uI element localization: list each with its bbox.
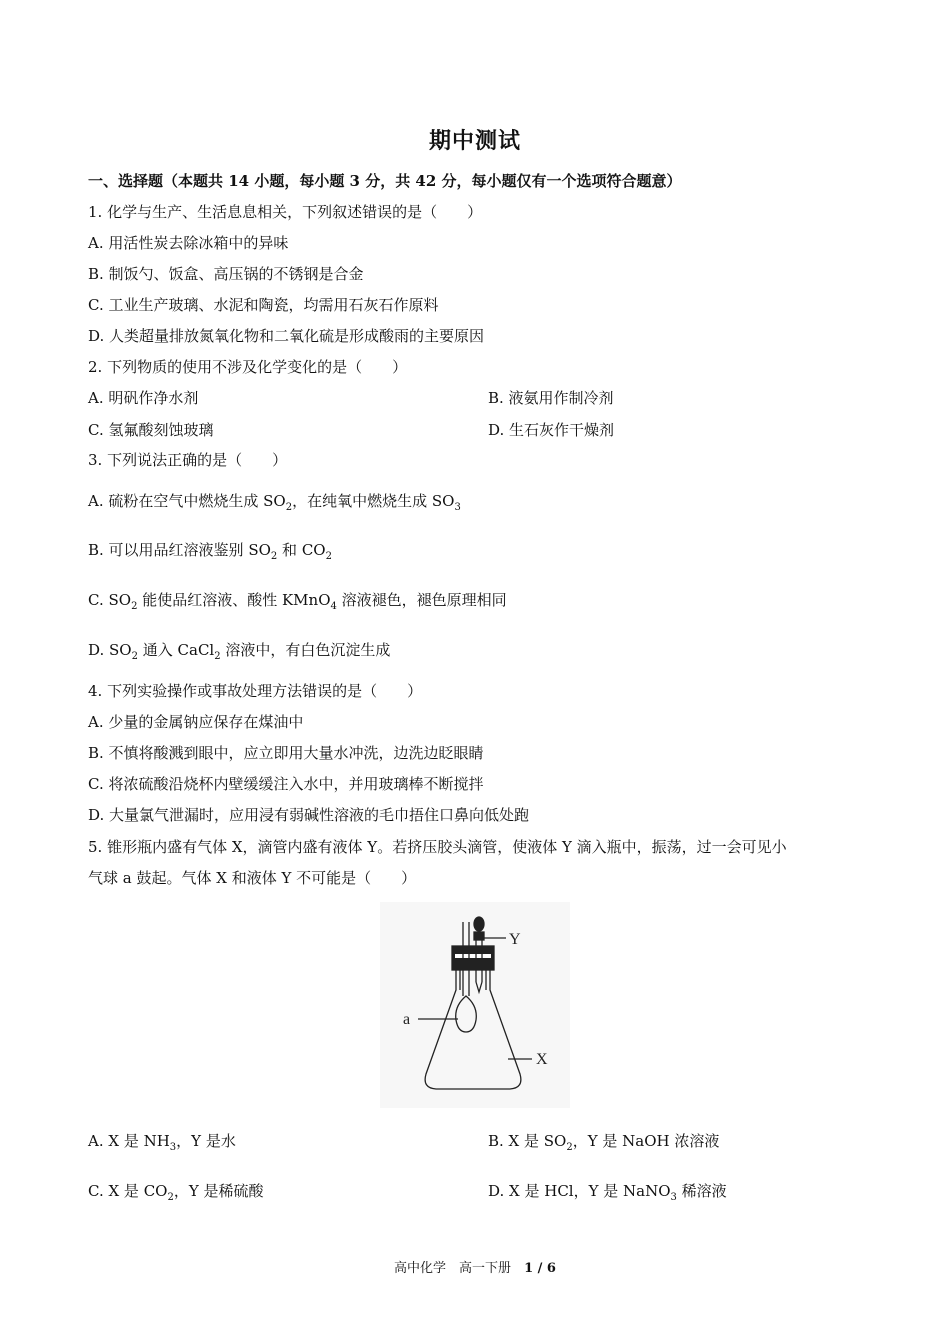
question-3-option-c: C. $SO_2$ 能使品红溶液、酸性 KMnO$_4$ 溶液褪色，褪色原理相同 — [88, 591, 507, 612]
page-footer — [0, 1257, 950, 1276]
question-2-option-a: A. 明矾作净水剂 — [88, 389, 199, 407]
question-4-option-a: A. 少量的金属钠应保存在煤油中 — [88, 713, 304, 731]
question-3-option-b: B. 可以用品红溶液鉴别 $SO_2$ 和 $CO_2$ — [88, 541, 332, 562]
question-1-option-b: B. 制饭勺、饭盒、高压锅的不锈钢是合金 — [88, 265, 364, 283]
question-3-stem: 3. 下列说法正确的是（ ） — [88, 451, 288, 469]
question-2-option-d: D. 生石灰作干燥剂 — [488, 421, 615, 439]
question-5-option-b: B. X 是 $SO_2$，Y 是 NaOH 浓溶液 — [488, 1132, 720, 1153]
question-4-option-d: D. 大量氯气泄漏时，应用浸有弱碱性溶液的毛巾捂住口鼻向低处跑 — [88, 806, 530, 824]
question-5-option-c: C. X 是 $CO_2$，Y 是稀硫酸 — [88, 1182, 264, 1203]
conical-flask-diagram — [380, 902, 570, 1108]
question-5-option-a: A. X 是 $NH_3$，Y 是水 — [88, 1132, 236, 1153]
question-1-option-a: A. 用活性炭去除冰箱中的异味 — [88, 234, 289, 252]
page-number: 1 / 6 — [524, 1261, 556, 1276]
question-5-stem-line-2: 气球 a 鼓起。气体 X 和液体 Y 不可能是（ ） — [88, 869, 417, 887]
dropper-bulb — [474, 917, 484, 931]
question-3-option-d: D. $SO_2$ 通入 CaCl$_2$ 溶液中，有白色沉淀生成 — [88, 641, 391, 662]
question-1-stem: 1. 化学与生产、生活息息相关，下列叙述错误的是（ ） — [88, 203, 483, 221]
question-2-option-b: B. 液氨用作制冷剂 — [488, 389, 614, 407]
footer-text: 高中化学 高一下册 — [394, 1261, 525, 1276]
section-heading: 一、选择题（本题共 14 小题，每小题 3 分，共 42 分，每小题仅有一个选项符合题意） — [88, 172, 682, 190]
figure-label-y: Y — [509, 931, 521, 948]
question-1-option-d: D. 人类超量排放氮氧化物和二氧化硫是形成酸雨的主要原因 — [88, 327, 485, 345]
page-title: 期中测试 — [428, 128, 521, 154]
question-5-option-d: D. X 是 HCl，Y 是 NaNO$_3$ 稀溶液 — [488, 1182, 727, 1203]
figure-label-x: X — [536, 1051, 548, 1068]
question-5-stem-line-1: 5. 锥形瓶内盛有气体 X，滴管内盛有液体 Y。若挤压胶头滴管，使液体 Y 滴入瓶中，振荡，过一会可见小 — [88, 838, 787, 856]
question-3-option-a: A. 硫粉在空气中燃烧生成 $SO_2$，在纯氧中燃烧生成 $SO_3$ — [88, 492, 461, 513]
figure-label-a: a — [403, 1011, 411, 1028]
question-4-option-b: B. 不慎将酸溅到眼中，应立即用大量水冲洗，边洗边眨眼睛 — [88, 744, 484, 762]
question-2-stem: 2. 下列物质的使用不涉及化学变化的是（ ） — [88, 358, 408, 376]
question-2-option-c: C. 氢氟酸刻蚀玻璃 — [88, 421, 214, 439]
question-1-option-c: C. 工业生产玻璃、水泥和陶瓷，均需用石灰石作原料 — [88, 296, 439, 314]
question-4-option-c: C. 将浓硫酸沿烧杯内壁缓缓注入水中，并用玻璃棒不断搅拌 — [88, 775, 484, 793]
question-4-stem: 4. 下列实验操作或事故处理方法错误的是（ ） — [88, 682, 423, 700]
